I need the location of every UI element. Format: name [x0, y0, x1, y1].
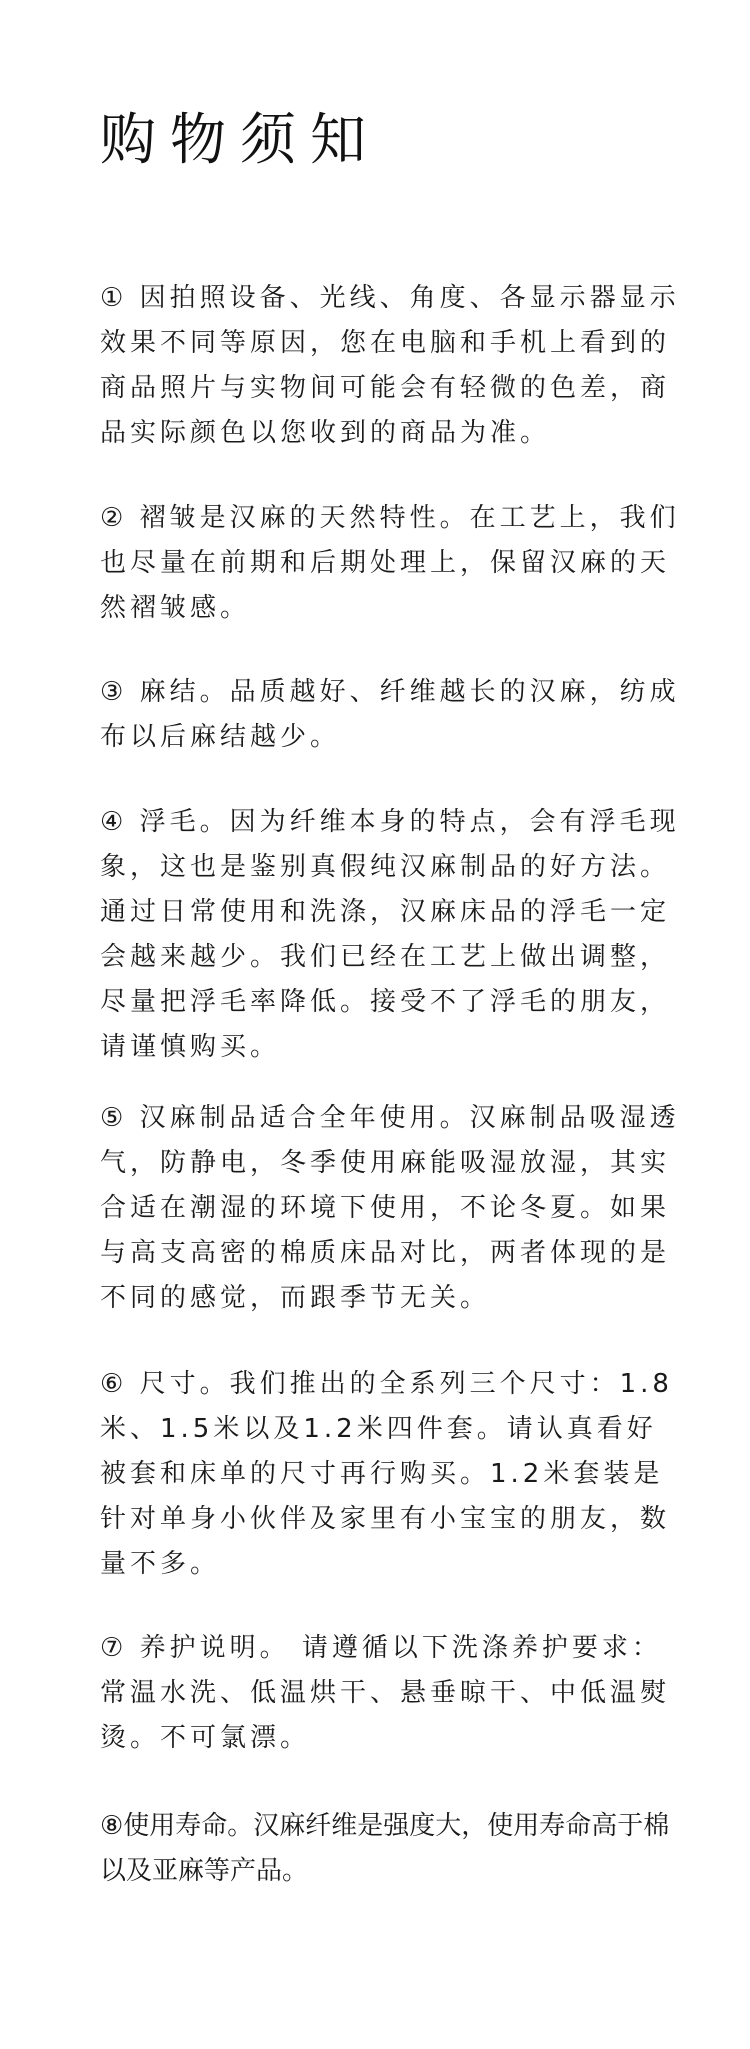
notice-all-season: ⑤ 汉麻制品适合全年使用。汉麻制品吸湿透气，防静电，冬季使用麻能吸湿放湿，其实合适在潮湿的环境下使用，不论冬夏。如果与高支高密的棉质床品对比，两者体现的是不同的感觉，而跟季节无关。 — [100, 1103, 680, 1313]
notice-sizes: ⑥ 尺寸。我们推出的全系列三个尺寸：1.8米、1.5米以及1.2米四件套。请认真看好被套和床单的尺寸再行购买。1.2米套装是针对单身小伙伴及家里有小宝宝的朋友，数量不多。 — [100, 1369, 673, 1579]
notice-wrinkles: ② 褶皱是汉麻的天然特性。在工艺上，我们也尽量在前期和后期处理上，保留汉麻的天然褶皱感。 — [100, 503, 680, 623]
notice-knots: ③ 麻结。品质越好、纤维越长的汉麻，纺成布以后麻结越少。 — [100, 677, 680, 752]
notice-lint: ④ 浮毛。因为纤维本身的特点，会有浮毛现象，这也是鉴别真假纯汉麻制品的好方法。通过日常使用和洗涤，汉麻床品的浮毛一定会越来越少。我们已经在工艺上做出调整，尽量把浮毛率降低。接受不了浮毛的朋友，请谨慎购买。 — [100, 807, 680, 1062]
notice-lifespan: ⑧使用寿命。汉麻纤维是强度大，使用寿命高于棉以及亚麻等产品。 — [100, 1811, 670, 1886]
page-title: 购物须知 — [100, 108, 380, 173]
notice-color-difference: ① 因拍照设备、光线、角度、各显示器显示效果不同等原因，您在电脑和手机上看到的商品照片与实物间可能会有轻微的色差，商品实际颜色以您收到的商品为准。 — [100, 283, 680, 448]
notice-care-instructions: ⑦ 养护说明。 请遵循以下洗涤养护要求：常温水洗、低温烘干、悬垂晾干、中低温熨烫。不可氯漂。 — [100, 1633, 671, 1753]
